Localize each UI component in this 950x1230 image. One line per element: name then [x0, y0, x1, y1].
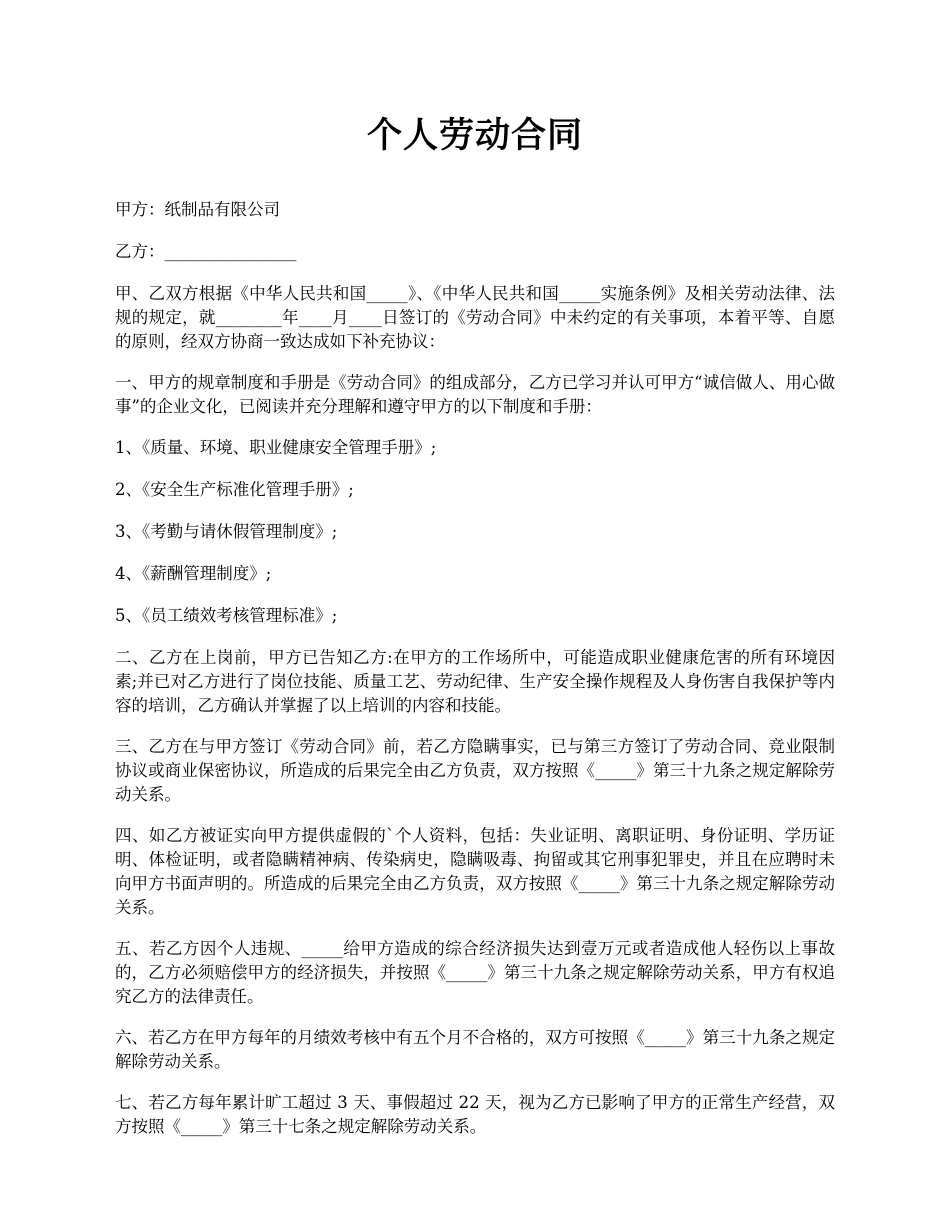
handbook-item-5: 5、《员工绩效考核管理标准》;	[115, 606, 338, 625]
clause-6: 六、若乙方在甲方每年的月绩效考核中有五个月不合格的，双方可按照《_____》第三十九条之规定解除劳动关系。	[115, 1028, 835, 1071]
handbook-item-1: 1、《质量、环境、职业健康安全管理手册》;	[115, 438, 437, 457]
document-title: 个人劳动合同	[366, 115, 583, 156]
party-a-line: 甲方：纸制品有限公司	[115, 200, 280, 219]
clause-7: 七、若乙方每年累计旷工超过 3 天、事假超过 22 天，视为乙方已影响了甲方的正常生产经营，双方按照《_____》第三十七条之规定解除劳动关系。	[115, 1093, 835, 1136]
clause-3: 三、乙方在与甲方签订《劳动合同》前，若乙方隐瞒事实，已与第三方签订了劳动合同、竞业限制协议或商业保密协议，所造成的后果完全由乙方负责，双方按照《_____》第三十九条之规定解除劳动关系。	[115, 737, 835, 804]
party-b-line: 乙方：________________	[115, 242, 297, 261]
handbook-item-3: 3、《考勤与请休假管理制度》;	[115, 522, 338, 541]
clause-1: 一、甲方的规章制度和手册是《劳动合同》的组成部分，乙方已学习并认可甲方“诚信做人、用心做事”的企业文化，已阅读并充分理解和遵守甲方的以下制度和手册：	[115, 373, 835, 416]
handbook-item-2: 2、《安全生产标准化管理手册》;	[115, 480, 354, 499]
handbook-item-4: 4、《薪酬管理制度》;	[115, 564, 272, 583]
clause-2: 二、乙方在上岗前，甲方已告知乙方:在甲方的工作场所中，可能造成职业健康危害的所有环境因素;并已对乙方进行了岗位技能、质量工艺、劳动纪律、生产安全操作规程及人身伤害自我保护等内容的培训，乙方确认并掌握了以上培训的内容和技能。	[115, 648, 835, 715]
intro-paragraph: 甲、乙双方根据《中华人民共和国_____》、《中华人民共和国_____实施条例》及相关劳动法律、法规的规定，就________年____月____日签订的《劳动合同》中未约定的有关事项，本着平等、自愿的原则，经双方协商一致达成如下补充协议：	[115, 284, 835, 351]
clause-4: 四、如乙方被证实向甲方提供虚假的`个人资料，包括：失业证明、离职证明、身份证明、学历证明、体检证明，或者隐瞒精神病、传染病史，隐瞒吸毒、拘留或其它刑事犯罪史，并且在应聘时未向甲方书面声明的。所造成的后果完全由乙方负责，双方按照《_____》第三十九条之规定解除劳动关系。	[115, 826, 835, 917]
clause-5: 五、若乙方因个人违规、_____给甲方造成的综合经济损失达到壹万元或者造成他人轻伤以上事故的，乙方必须赔偿甲方的经济损失，并按照《_____》第三十九条之规定解除劳动关系，甲方有权追究乙方的法律责任。	[115, 939, 835, 1006]
